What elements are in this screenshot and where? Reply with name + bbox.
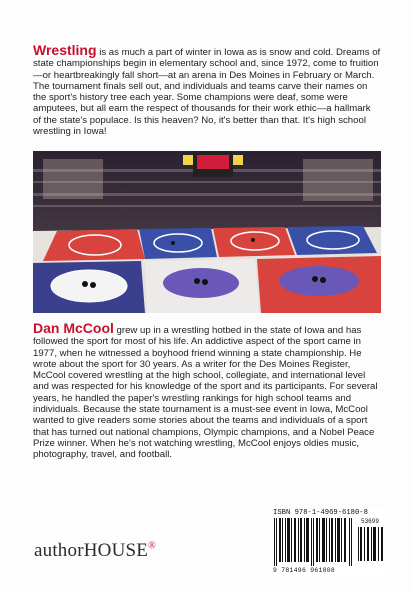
barcode-bars xyxy=(273,518,355,566)
logo-house: HOUSE xyxy=(83,540,149,561)
price-barcode-bars xyxy=(357,527,385,561)
barcode-digits: 9 781496 961808 xyxy=(273,567,336,574)
registered-mark: ® xyxy=(148,540,156,552)
intro-paragraph xyxy=(33,42,381,138)
isbn-number: ISBN 978-1-4969-6180-8 xyxy=(273,509,368,517)
isbn-barcode xyxy=(273,509,385,577)
intro-text: is as much a part of winter in Iowa as is snow and cold. Dreams of state championships begin in elementary school and, since 1972, come to fruition—or heartbreakingly fall short—at an arena in Des Moines in February or March. The tournament finals sell out, and individuals and teams carve their names on the sport's history tree each year. Some champions were deaf, some were amputees, but all earn the respect of thousands for their work ethic—a hallmark of the state's populace. Is this heaven? No, it's better than that. It's high school wrestling in Iowa! xyxy=(33,47,381,138)
author-bio-paragraph xyxy=(33,320,381,461)
price-code: 53699 xyxy=(360,518,379,525)
arena-illustration xyxy=(33,151,381,313)
intro-lead-word: Wrestling xyxy=(33,42,97,58)
logo-author: author xyxy=(34,540,84,561)
author-name: Dan McCool xyxy=(33,320,114,336)
author-bio-text: grew up in a wrestling hotbed in the state of Iowa and has followed the sport for most of his life. An addictive aspect of the sport came in 1977, when he witnessed a boyhood friend winning a state championship. He wrote about the sport for 30 years. As a writer for the Des Moines Register, McCool covered wrestling at the high school, collegiate, and international level and was respected for his knowledge of the sport and its participants. For several years, he handled the paper's wrestling rankings for high school teams and individuals. Because the state tournament is a must-see event in Iowa, McCool wanted to give readers some stories about the teams and individuals of a sport that has turned out national champions, Olympic champions, and a Nobel Peace Prize winner. When he's not watching wrestling, McCool enjoys oldies music, photography, travel, and football. xyxy=(33,325,378,461)
publisher-logo xyxy=(34,540,156,562)
arena-photo xyxy=(33,151,381,313)
